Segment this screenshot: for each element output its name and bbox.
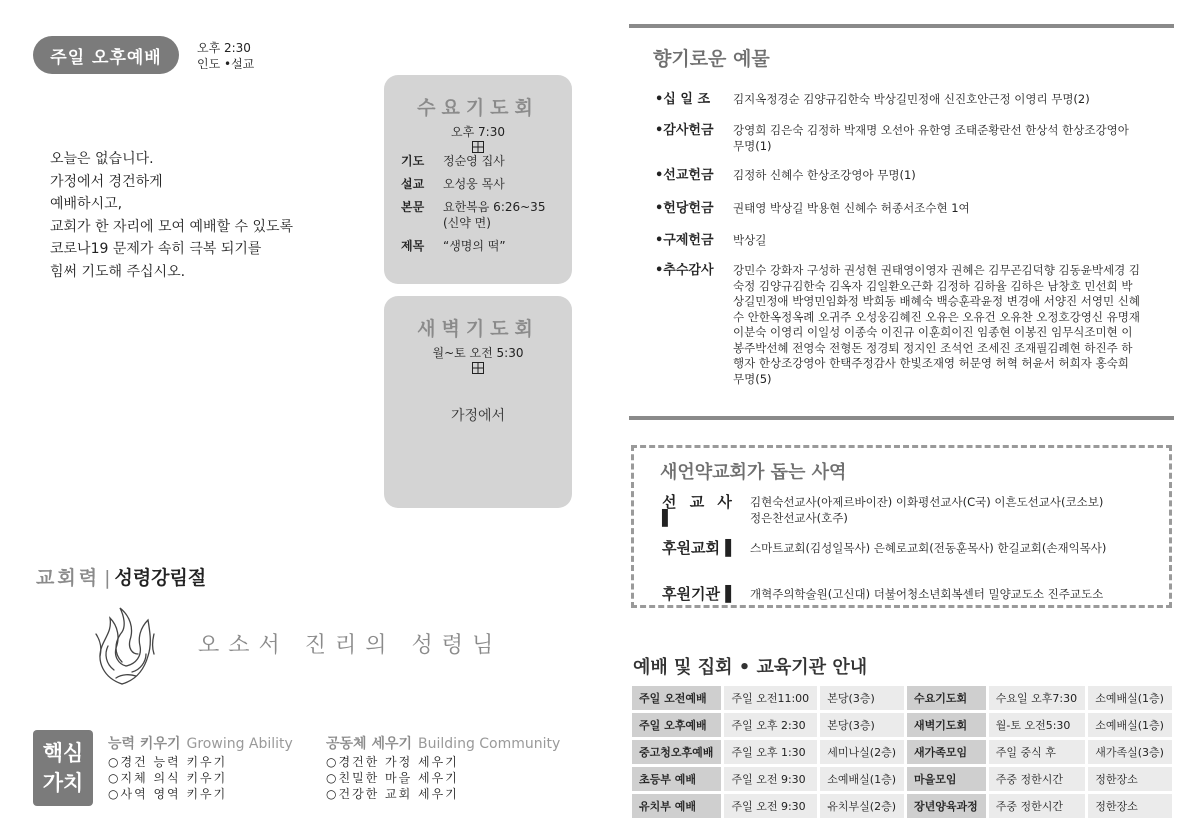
dawn-title: 새벽기도회 [417, 318, 539, 340]
notice-line: 힘써 기도해 주십시오. [50, 263, 186, 280]
row-key: 본문 [401, 200, 425, 214]
schedule-cell: 유치부실(2층) [820, 794, 904, 818]
offering-key: •헌당헌금 [655, 201, 714, 216]
schedule-cell: 본당(3층) [820, 686, 904, 710]
notice-line: 예배하시고, [50, 196, 123, 212]
schedule-cell: 새가족실(3층) [1088, 740, 1172, 764]
schedule-cell: 주일 중식 후 [989, 740, 1085, 764]
wednesday-prayer-box [384, 75, 572, 284]
divider: | [104, 567, 111, 589]
offering-row [655, 201, 1143, 217]
wednesday-row-text [401, 199, 572, 231]
offering-value: 김지옥정경순 김양규김한숙 박상길민정애 신진호안근정 이영리 무명(2) [733, 92, 1090, 106]
schedule-cell: 주일 오후 1:30 [724, 740, 817, 764]
sunday-afternoon-info [197, 40, 254, 72]
schedule-cell: 세미나실(2층) [820, 740, 904, 764]
offering-value: 권태영 박상길 박용현 신혜수 허종서조수현 1여 [733, 201, 970, 215]
schedule-name-cell: 초등부 예배 [632, 767, 721, 791]
notice-line: 코로나19 문제가 속히 극복 되기를 [50, 241, 262, 257]
church-motto: 오소서 진리의 성령님 [198, 633, 503, 658]
guide-title: 예배 및 집회 • 교육기관 안내 [633, 657, 868, 678]
schedule-name-cell: 유치부 예배 [632, 794, 721, 818]
schedule-cell: 주일 오전11:00 [724, 686, 817, 710]
core-group-heading [326, 736, 560, 752]
offering-key: •감사헌금 [655, 123, 714, 138]
mission-key: 후원기관 ▌ [662, 585, 737, 603]
schedule-name-cell: 새벽기도회 [907, 713, 986, 737]
schedule-cell: 주중 정한시간 [989, 767, 1085, 791]
core-group-title-en: Growing Ability [186, 736, 293, 752]
core-label-top: 핵심 [42, 741, 84, 765]
offering-key: •선교헌금 [655, 168, 714, 183]
offering-row [655, 123, 1143, 154]
row-key: 제목 [401, 239, 425, 253]
core-values-badge [33, 730, 93, 806]
cross-icon [472, 141, 484, 153]
schedule-name-cell: 주일 오후예배 [632, 713, 721, 737]
schedule-cell: 주일 오후 2:30 [724, 713, 817, 737]
dawn-prayer-box [384, 296, 572, 508]
schedule-name-cell: 수요기도회 [907, 686, 986, 710]
wednesday-row-sermon [401, 176, 572, 192]
mission-value: 김현숙선교사(아제르바이잔) 이화평선교사(C국) 이흔도선교사(코소보) 정은찬선교사(호주) [750, 495, 1104, 525]
core-group-title: 능력 키우기 [108, 736, 181, 752]
offering-key: •추수감사 [655, 263, 714, 278]
mission-row [662, 586, 1110, 602]
offering-row [655, 168, 1143, 184]
dawn-time: 월~토 오전 5:30 [432, 346, 524, 360]
table-row [632, 794, 1172, 818]
sunday-afternoon-leader: 인도 •설교 [197, 57, 255, 71]
table-row [632, 713, 1172, 737]
core-item: ○친밀한 마을 세우기 [326, 771, 459, 785]
sunday-afternoon-time: 오후 2:30 [197, 41, 251, 55]
core-value-group-community [326, 736, 560, 802]
wednesday-row-prayer [401, 153, 572, 169]
schedule-cell: 정한장소 [1088, 794, 1172, 818]
notice-line: 가정에서 경건하게 [50, 173, 163, 190]
mission-key-text: 후원기관 [662, 585, 720, 603]
table-row [632, 767, 1172, 791]
core-group-title-en: Building Community [418, 736, 561, 752]
wednesday-time: 오후 7:30 [451, 125, 505, 139]
mission-value: 개혁주의학술원(고신대) 더불어청소년회복센터 밀양교도소 진주교도소 [750, 587, 1104, 601]
schedule-cell: 소예배실(1층) [1088, 686, 1172, 710]
row-value: 요한복음 6:26~35 (신약 면) [443, 200, 546, 230]
schedule-name-cell: 새가족모임 [907, 740, 986, 764]
schedule-name-cell: 중고청오후예배 [632, 740, 721, 764]
offering-value: 강영희 김은숙 김정하 박재명 오선아 유한영 조태준황란선 한상석 한상조강영아 무명(1) [733, 123, 1129, 153]
schedule-cell: 소예배실(1층) [1088, 713, 1172, 737]
notice-line: 오늘은 없습니다. [50, 151, 154, 167]
offering-row [655, 233, 1143, 249]
cross-icon [472, 362, 484, 374]
schedule-name-cell: 마을모임 [907, 767, 986, 791]
offerings-title: 향기로운 예물 [653, 48, 770, 70]
core-value-group-ability [108, 736, 293, 802]
offering-row [655, 263, 1143, 387]
core-item: ○경건 능력 키우기 [108, 755, 228, 769]
schedule-cell: 주중 정한시간 [989, 794, 1085, 818]
schedule-cell: 소예배실(1층) [820, 767, 904, 791]
schedule-cell: 주일 오전 9:30 [724, 794, 817, 818]
missions-title: 새언약교회가 돕는 사역 [660, 462, 847, 483]
core-item: ○지체 의식 키우기 [108, 771, 228, 785]
offering-row [655, 92, 1143, 108]
row-value: “생명의 떡” [443, 239, 506, 253]
row-value: 정순영 집사 [443, 154, 505, 168]
core-group-title: 공동체 세우기 [326, 736, 413, 752]
core-item: ○경건한 가정 세우기 [326, 755, 459, 769]
mission-key-text: 후원교회 [662, 539, 720, 557]
row-key: 설교 [401, 177, 425, 191]
schedule-name-cell: 주일 오전예배 [632, 686, 721, 710]
wednesday-title: 수요기도회 [417, 97, 539, 119]
mission-row [662, 540, 1110, 556]
worship-schedule-table [629, 683, 1175, 821]
offering-value: 김정하 신혜수 한상조강영아 무명(1) [733, 168, 916, 182]
offering-key: •구제헌금 [655, 233, 714, 248]
offering-value: 박상길 [733, 233, 767, 247]
sunday-afternoon-title: 주일 오후예배 [33, 36, 179, 74]
dawn-note: 가정에서 [450, 408, 506, 424]
mission-key-text: 선 교 사 [662, 493, 736, 511]
wednesday-row-title [401, 238, 572, 254]
core-label-bottom: 가치 [42, 771, 84, 795]
mission-key: 선 교 사▌ [662, 493, 736, 527]
notice-text [50, 148, 293, 283]
schedule-cell: 주일 오전 9:30 [724, 767, 817, 791]
schedule-cell: 본당(3층) [820, 713, 904, 737]
divider-rule [629, 24, 1174, 28]
core-group-heading [108, 736, 293, 752]
mission-key: 후원교회 ▌ [662, 539, 737, 557]
core-item: ○사역 영역 키우기 [108, 787, 228, 801]
church-calendar-label: 교회력 [36, 567, 101, 589]
mission-value: 스마트교회(김성일목사) 은혜로교회(전동훈목사) 한길교회(손재익목사) [750, 541, 1107, 555]
table-row [632, 740, 1172, 764]
offering-value: 강민수 강화자 구성하 권성현 권태영이영자 권혜은 김무곤김덕향 김동윤박세경 김숙정 김양규김한숙 김옥자 김일환오근화 김정하 김하율 김하은 남창호 민선희 박상길민정애 박영민임화정 박희동 배혜숙 백승훈곽윤정 변경애 서양진 서영민 신혜수 안한옥정옥례 오귀주 오성웅김혜진 오유은 오유건 오유찬 오정호강영신 유명재 이분숙 이영리 이일성 이종숙 이진규 이훈희이진 임종현 이봉진 임무식조미현 이봉주박선혜 전영숙 전형돈 정경퇴 정지인 조석언 조세진 조재필김례현 하진주 하행자 한상조강영아 한택주정감사 한빛조재영 허문영 허혁 허윤서 허희자 홍숙희 무명(5) [733, 263, 1140, 386]
table-row [632, 686, 1172, 710]
schedule-name-cell: 장년양육과정 [907, 794, 986, 818]
schedule-cell: 수요일 오후7:30 [989, 686, 1085, 710]
mission-row [662, 494, 1110, 526]
divider-rule [629, 416, 1174, 420]
notice-line: 교회가 한 자리에 모여 예배할 수 있도록 [50, 218, 294, 235]
church-season: 성령강림절 [114, 567, 207, 589]
row-value: 오성웅 목사 [443, 177, 505, 191]
schedule-cell: 월-토 오전5:30 [989, 713, 1085, 737]
row-key: 기도 [401, 154, 425, 168]
wednesday-details [384, 153, 572, 254]
core-item: ○건강한 교회 세우기 [326, 787, 459, 801]
holy-spirit-flame-icon [92, 604, 158, 688]
church-calendar-heading [36, 563, 206, 590]
offering-key: •십 일 조 [655, 92, 711, 107]
schedule-cell: 정한장소 [1088, 767, 1172, 791]
